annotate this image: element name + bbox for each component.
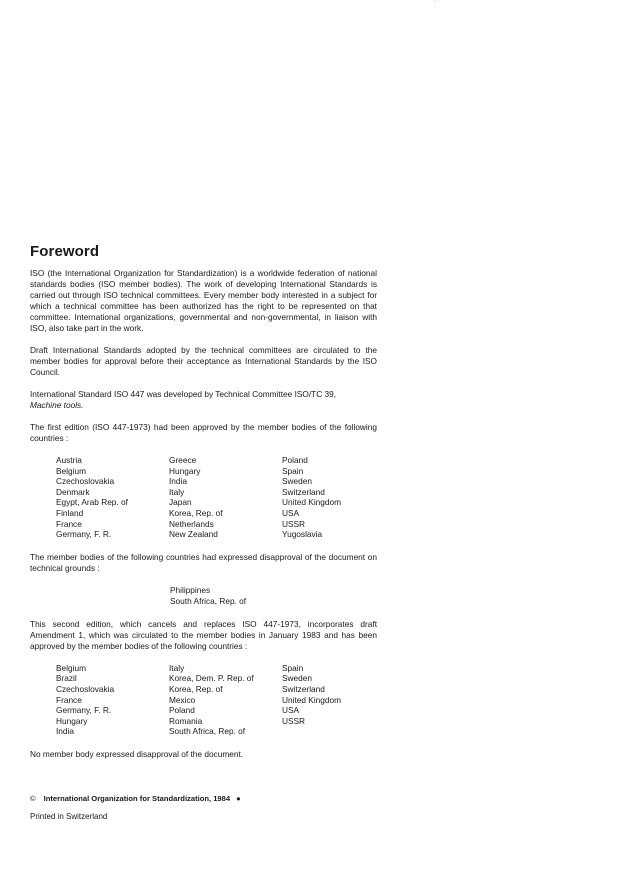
country-cell: Spain [282,465,304,476]
table-row [56,466,372,477]
country-cell: France [56,518,82,529]
list-item: South Africa, Rep. of [170,595,247,606]
table-row [56,529,372,540]
first-edition-approvals-table [56,455,372,540]
country-cell: Finland [56,507,84,518]
country-cell: Austria [56,455,82,465]
country-cell: Belgium [56,465,86,476]
table-row [56,487,372,498]
country-cell: Spain [282,662,304,673]
country-cell: USA [282,705,300,716]
country-cell: USSR [282,715,306,726]
country-cell: Czechoslovakia [56,683,115,694]
copyright-line [30,794,241,803]
table-row [56,673,372,684]
country-cell: Romania [169,715,203,726]
country-cell: Korea, Rep. of [169,507,223,518]
paragraph-development [30,389,377,411]
country-cell: New Zealand [169,529,218,540]
table-row [56,508,372,519]
bullet-icon: ● [236,794,241,803]
country-cell: Hungary [56,715,88,726]
table-row [56,705,372,716]
country-cell: Switzerland [282,683,325,694]
second-edition-approvals-table [56,663,372,737]
paragraph-iso-intro: ISO (the International Organization for Standardization) is a worldwide federation of national standards bodies (ISO member bodies). The work of developing International Standards is carried out through ISO technical committees. Every member body interested in a subject for which a technical committee has been authorized has the right to be represented on that committee. International organizations, governmental and non-governmental, in liaison with ISO, also take part in the work. [30,268,377,333]
country-cell: Belgium [56,662,86,673]
table-row [56,663,372,674]
country-cell: India [56,726,74,737]
copyright-text: International Organization for Standardization, 1984 [43,794,231,803]
paragraph-first-edition: The first edition (ISO 447-1973) had been approved by the member bodies of the following countries : [30,422,377,443]
development-text: International Standard ISO 447 was developed by Technical Committee ISO/TC 39, [30,389,337,399]
country-cell: Mexico [169,694,196,705]
table-row [56,519,372,530]
country-cell: Italy [169,486,185,497]
country-cell: France [56,694,82,705]
country-cell: South Africa, Rep. of [169,726,246,737]
country-cell: Italy [169,662,185,673]
country-cell: Sweden [282,673,312,684]
country-cell: United Kingdom [282,694,342,705]
country-cell: United Kingdom [282,497,342,508]
paragraph-disapproval: The member bodies of the following countries had expressed disapproval of the document on technical grounds : [30,551,377,573]
country-cell: Sweden [282,476,312,487]
country-cell: Yugoslavia [282,529,323,540]
printed-in: Printed in Switzerland [30,812,108,821]
country-cell [282,726,372,737]
list-item: Philippines [170,584,211,595]
committee-title: Machine tools. [30,400,84,410]
country-cell: Egypt, Arab Rep. of [56,497,128,508]
country-cell: USSR [282,518,306,529]
table-row [56,726,372,737]
page-title: Foreword [30,243,100,260]
country-cell: USA [282,507,300,518]
table-row [56,695,372,706]
country-cell: India [169,476,187,487]
country-cell: Poland [282,455,308,465]
table-row [56,716,372,727]
country-cell: Japan [169,497,192,508]
country-cell: Netherlands [169,518,214,529]
paragraph-no-disapproval: No member body expressed disapproval of the document. [30,748,244,759]
paragraph-draft-standards: Draft International Standards adopted by the technical committees are circulated to the member bodies for approval before their acceptance as International Standards by the ISO Council. [30,345,377,377]
disapproval-list [170,585,377,607]
country-cell: Poland [169,705,195,716]
country-cell: Korea, Rep. of [169,683,223,694]
table-row [56,684,372,695]
country-cell: Brazil [56,673,77,684]
scan-speck [434,1,435,2]
country-cell: Switzerland [282,486,325,497]
country-cell: Korea, Dem. P. Rep. of [169,673,254,684]
country-cell: Czechoslovakia [56,476,115,487]
country-cell: Germany, F. R. [56,705,112,716]
table-row [56,476,372,487]
table-row [56,497,372,508]
country-cell: Germany, F. R. [56,529,112,540]
foreword-section [30,243,377,771]
country-cell: Denmark [56,486,90,497]
country-cell: Hungary [169,465,201,476]
copyright-icon: © [30,794,36,803]
table-row [56,455,372,466]
paragraph-second-edition: This second edition, which cancels and replaces ISO 447-1973, incorporates draft Amendment 1, which was circulated to the member bodies in January 1983 and has been approved by the member bodies of the following countries : [30,618,377,651]
country-cell: Greece [169,455,197,465]
